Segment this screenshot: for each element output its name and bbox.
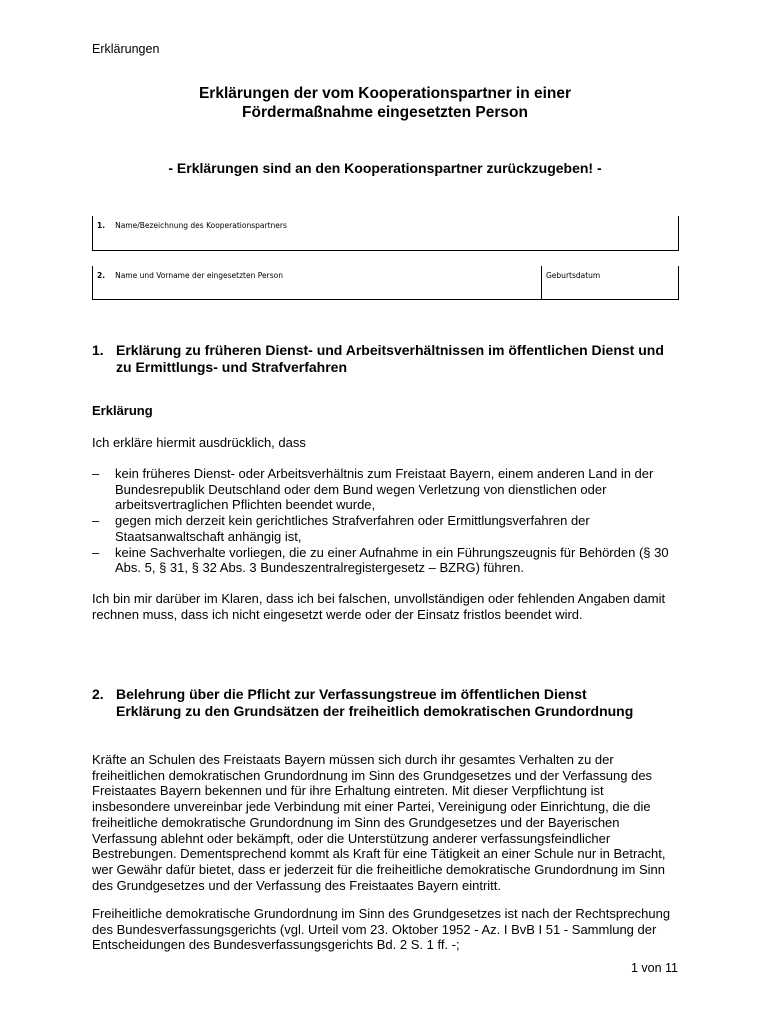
field-divider [541,266,542,299]
field-cooperation-partner[interactable] [92,216,679,251]
page-subtitle: - Erklärungen sind an den Kooperationspartner zurückzugeben! - [168,160,602,176]
list-item-text: gegen mich derzeit kein gerichtliches Strafverfahren oder Ermittlungsverfahren der Staatsanwaltschaft anhängig ist, [115,513,590,544]
title-line-2: Fördermaßnahme eingesetzten Person [242,104,528,121]
field-number: 1. [97,221,106,230]
section-2-heading [92,686,652,720]
section-2-paragraph-1: Kräfte an Schulen des Freistaats Bayern müssen sich durch ihr gesamtes Verhalten zu der freiheitlichen demokratischen Grundordnung im Sinn des Grundgesetzes und der Verfassung des Freistaates Bayern bekennen und für ihre Erhaltung eintreten. Mit dieser Verpflichtung ist insbesondere unvereinbar jede Verbindung mit einer Partei, Vereinigung oder Einrichtung, die die freiheitliche demokratische Grundordnung im Sinn des Grundgesetzes und der Bayerischen Verfassung ablehnt oder bekämpft, oder die Unterstützung anderer verfassungsfeindlicher Bestrebungen. Dementsprechend kommt als Kraft für eine Tätigkeit an einer Schule nur in Betracht, wer Gewähr dafür bietet, dass er jederzeit für die freiheitliche demokratische Grundordnung im Sinn des Grundgesetzes und der Verfassung des Freistaates Bayern eintritt. [92,752,666,893]
section-number: 2. [92,686,104,702]
title-line-1: Erklärungen der vom Kooperationspartner in einer [198,85,572,102]
section-1-intro: Ich erkläre hiermit ausdrücklich, dass [92,435,306,450]
list-item [92,513,682,544]
list-item [92,545,682,576]
section-1-declaration-list [92,466,682,576]
dash-marker: – [92,466,100,481]
section-1-closing: Ich bin mir darüber im Klaren, dass ich bei falschen, unvollständigen oder fehlenden Angaben damit rechnen muss, dass ich nicht eingesetzt werde oder der Einsatz fristlos beendet wird. [92,591,666,622]
dash-marker: – [92,544,100,560]
list-item-text: keine Sachverhalte vorliegen, die zu einer Aufnahme in ein Führungszeugnis für Behörden (§ 30 Abs. 5, § 31, § 32 Abs. 3 Bundeszentralregistergesetz – BZRG) führen. [115,544,669,576]
section-number: 1. [92,342,104,358]
field-label: Name und Vorname der eingesetzten Person [115,271,283,280]
field-person-name-label [93,266,541,299]
section-2-paragraph-2: Freiheitliche demokratische Grundordnung im Sinn des Grundgesetzes ist nach der Rechtsprechung des Bundesverfassungsgerichts (vgl. Urteil vom 23. Oktober 1952 - Az. I BvB I 51 - Sammlung der Entscheidungen des Bundesverfassungsgerichts Bd. 2 S. 1 ff. -; [92,906,671,953]
section-1-heading [92,342,672,376]
list-item [92,466,682,513]
field-birthdate-label: Geburtsdatum [546,271,601,280]
section-title: Erklärung zu früheren Dienst- und Arbeitsverhältnissen im öffentlichen Dienst und zu Ermittlungs- und Strafverfahren [116,342,664,375]
field-cooperation-partner-label [93,216,678,250]
page-title [0,84,770,122]
field-label: Name/Bezeichnung des Kooperationspartners [115,221,287,230]
running-header: Erklärungen [92,42,160,56]
field-person-name[interactable] [92,266,679,300]
page-number: 1 von 11 [630,961,678,975]
field-birthdate[interactable] [546,266,678,299]
list-item-text: kein früheres Dienst- oder Arbeitsverhältnis zum Freistaat Bayern, einem anderen Land in der Bundesrepublik Deutschland oder dem Bund wegen Verletzung von dienstlichen oder arbeitsvertraglichen Pflichten beendet wurde, [115,466,654,513]
section-1-subheading: Erklärung [92,403,153,418]
dash-marker: – [92,513,100,529]
section-title: Belehrung über die Pflicht zur Verfassungstreue im öffentlichen Dienst Erklärung zu den Grundsätzen der freiheitlich demokratischen Grundordnung [116,686,634,719]
field-number: 2. [97,271,106,280]
